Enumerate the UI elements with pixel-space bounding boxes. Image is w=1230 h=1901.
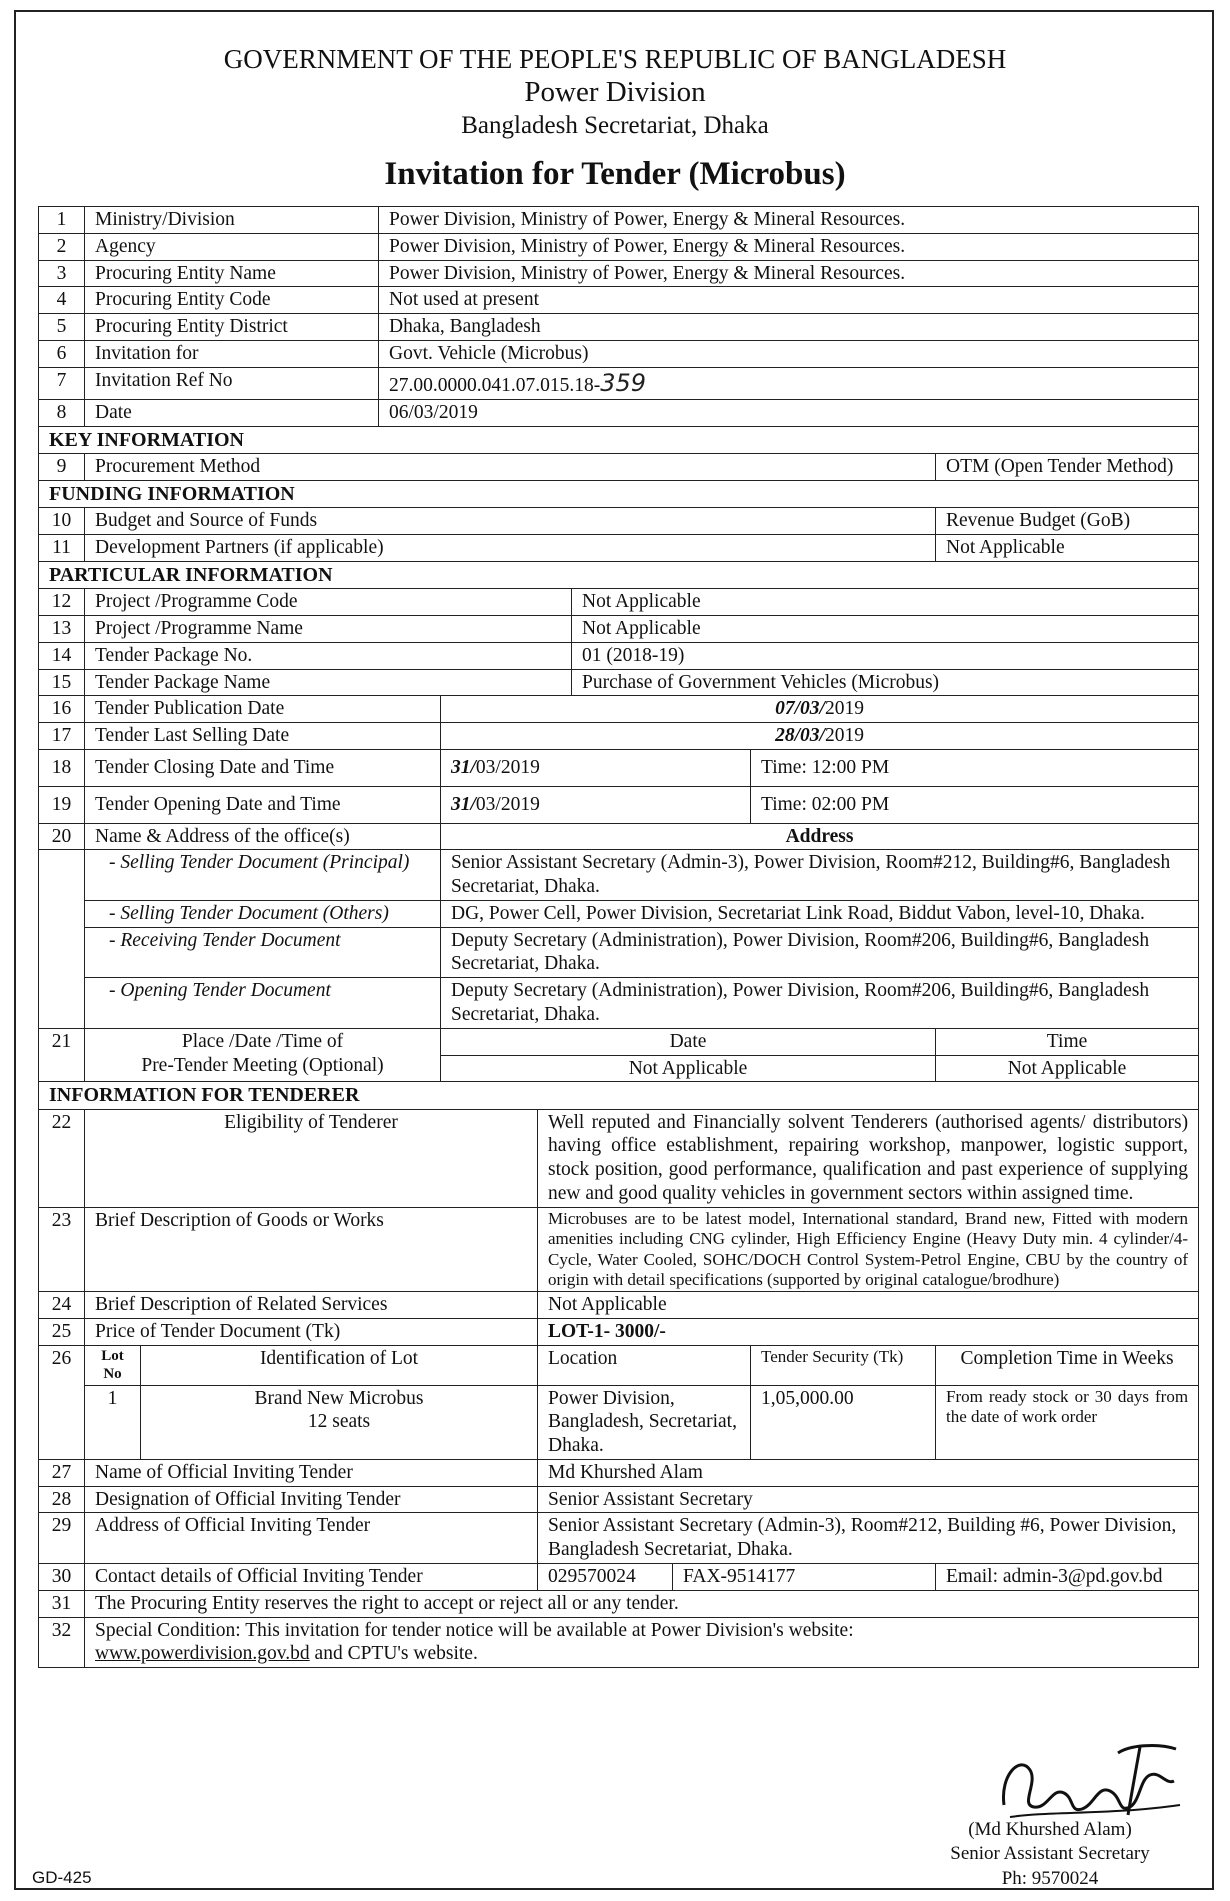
website-link[interactable]: www.powerdivision.gov.bd (95, 1643, 310, 1665)
table-row (39, 1028, 1199, 1055)
lot-security: 1,05,000.00 (751, 1385, 936, 1459)
row-value: Not Applicable (538, 1292, 1199, 1319)
row-number: 2 (39, 233, 85, 260)
row-number: 15 (39, 669, 85, 696)
row-value: Microbuses are to be latest model, International standard, Brand new, Fitted with modern amenities including CNG cylinder, High Efficiency Engine (Heavy Duty min. 4 cylinder/4-Cycle, Water Cooled, SOHC/DOCH Control System-Petrol Engine, CBU by the country of origin with detail specifications (supported by original catalogue/brodhure) (538, 1207, 1199, 1292)
completion-header: Completion Time in Weeks (936, 1345, 1199, 1385)
row-number: 12 (39, 589, 85, 616)
row-number: 30 (39, 1564, 85, 1591)
row-number: 9 (39, 454, 85, 481)
footer-code: GD-425 (32, 1868, 92, 1887)
row-date (441, 749, 751, 786)
row-label: Procuring Entity District (85, 314, 379, 341)
row-label: Name of Official Inviting Tender (85, 1459, 538, 1486)
row-value: OTM (Open Tender Method) (936, 454, 1199, 481)
row-value: LOT-1- 3000/- (538, 1319, 1199, 1346)
office-row (39, 850, 1199, 901)
row-number: 24 (39, 1292, 85, 1319)
row-value: Power Division, Ministry of Power, Energy & Mineral Resources. (379, 260, 1199, 287)
row-number: 28 (39, 1486, 85, 1513)
row-number: 11 (39, 535, 85, 562)
row-value (441, 723, 1199, 750)
row-value: Power Division, Ministry of Power, Energy & Mineral Resources. (379, 207, 1199, 234)
row-label: Tender Package No. (85, 642, 572, 669)
table-row (39, 1590, 1199, 1617)
row-number: 27 (39, 1459, 85, 1486)
date-bold-part: 07/03/ (775, 698, 825, 720)
handwritten-ref-suffix: 359 (600, 368, 647, 397)
row-label: Tender Last Selling Date (85, 723, 441, 750)
signatory-phone: Ph: 9570024 (1001, 1867, 1099, 1889)
office-address: DG, Power Cell, Power Division, Secretariat Link Road, Biddut Vabon, level-10, Dhaka. (441, 900, 1199, 927)
lot-identification-line1: Brand New Microbus (254, 1387, 424, 1409)
ref-number: 27.00.0000.041.07.015.18- (389, 374, 601, 396)
page-title: Invitation for Tender (Microbus) (384, 156, 846, 192)
row-time: Time: 02:00 PM (751, 786, 1199, 823)
lot-location: Power Division, Bangladesh, Secretariat, Dhaka. (538, 1385, 751, 1459)
row-label: Invitation Ref No (85, 367, 379, 399)
row-time: Time: 12:00 PM (751, 749, 1199, 786)
row-value: 06/03/2019 (379, 399, 1199, 426)
signatory-designation: Senior Assistant Secretary (950, 1843, 1150, 1865)
tender-table (38, 206, 1199, 1668)
row-value: The Procuring Entity reserves the right to accept or reject all or any tender. (85, 1590, 1199, 1617)
row-value (441, 696, 1199, 723)
contact-phone: 029570024 (538, 1564, 673, 1591)
date-header: Date (441, 1028, 936, 1055)
office-role: - Opening Tender Document (85, 978, 441, 1029)
row-label: Procurement Method (85, 454, 936, 481)
identification-header: Identification of Lot (141, 1345, 538, 1385)
row-label: Ministry/Division (85, 207, 379, 234)
row-label: Name & Address of the office(s) (85, 823, 441, 850)
row-number: 18 (39, 749, 85, 786)
row-number-blank (39, 850, 85, 1028)
row-number: 20 (39, 823, 85, 850)
row-number: 31 (39, 1590, 85, 1617)
office-address: Senior Assistant Secretary (Admin-3), Power Division, Room#212, Building#6, Bangladesh Secretariat, Dhaka. (441, 850, 1199, 901)
row-number: 6 (39, 340, 85, 367)
row-label: Tender Opening Date and Time (85, 786, 441, 823)
office-role: - Receiving Tender Document (85, 927, 441, 978)
secretariat-heading: Bangladesh Secretariat, Dhaka (461, 112, 769, 139)
government-heading: GOVERNMENT OF THE PEOPLE'S REPUBLIC OF BANGLADESH (223, 44, 1007, 74)
row-value: 01 (2018-19) (572, 642, 1199, 669)
table-row (39, 1564, 1199, 1591)
row-label: Invitation for (85, 340, 379, 367)
row-label: Tender Closing Date and Time (85, 749, 441, 786)
contact-fax: FAX-9514177 (673, 1564, 936, 1591)
row-label: Project /Programme Code (85, 589, 572, 616)
table-row (39, 399, 1199, 426)
time-header: Time (936, 1028, 1199, 1055)
row-number: 3 (39, 260, 85, 287)
date-bold-part: 31/ (451, 756, 476, 778)
section-row (39, 561, 1199, 588)
row-value: Not Applicable (572, 616, 1199, 643)
row-number: 10 (39, 508, 85, 535)
row-number: 17 (39, 723, 85, 750)
row-number: 13 (39, 616, 85, 643)
location-header: Location (538, 1345, 751, 1385)
row-date (441, 786, 751, 823)
date-rest-part: 03/2019 (475, 756, 540, 778)
date-bold-part: 31/ (451, 793, 476, 815)
table-row (39, 696, 1199, 723)
date-year-part: 2019 (824, 725, 864, 747)
time-value: Not Applicable (936, 1055, 1199, 1082)
row-label: Designation of Official Inviting Tender (85, 1486, 538, 1513)
row-value: Not Applicable (572, 589, 1199, 616)
date-year-part: 2019 (824, 698, 864, 720)
date-rest-part: 03/2019 (475, 793, 540, 815)
table-row (39, 367, 1199, 399)
row-label: Tender Publication Date (85, 696, 441, 723)
row-value: Senior Assistant Secretary (538, 1486, 1199, 1513)
row-value: Not used at present (379, 287, 1199, 314)
row-label (85, 1028, 441, 1082)
row-label: Eligibility of Tenderer (85, 1109, 538, 1207)
row-label: Brief Description of Goods or Works (85, 1207, 538, 1292)
row-number: 16 (39, 696, 85, 723)
section-heading: KEY INFORMATION (39, 426, 1199, 453)
section-row (39, 480, 1199, 507)
row-value: Dhaka, Bangladesh (379, 314, 1199, 341)
row-number: 14 (39, 642, 85, 669)
row-value: Purchase of Government Vehicles (Microbus) (572, 669, 1199, 696)
row-label: Contact details of Official Inviting Tender (85, 1564, 538, 1591)
row-number: 8 (39, 399, 85, 426)
signature-block (880, 1818, 1220, 1891)
address-header: Address (441, 823, 1199, 850)
contact-email: Email: admin-3@pd.gov.bd (936, 1564, 1199, 1591)
row-value: Md Khurshed Alam (538, 1459, 1199, 1486)
office-address: Deputy Secretary (Administration), Power Division, Room#206, Building#6, Bangladesh Secretariat, Dhaka. (441, 978, 1199, 1029)
row-number: 7 (39, 367, 85, 399)
row-label: Development Partners (if applicable) (85, 535, 936, 562)
date-bold-part: 28/03/ (775, 725, 825, 747)
table-row (39, 616, 1199, 643)
table-row (39, 1292, 1199, 1319)
office-row (39, 900, 1199, 927)
section-heading: FUNDING INFORMATION (39, 480, 1199, 507)
row-value: Power Division, Ministry of Power, Energy & Mineral Resources. (379, 233, 1199, 260)
table-row (39, 749, 1199, 786)
row-label: Brief Description of Related Services (85, 1292, 538, 1319)
row-number: 26 (39, 1345, 85, 1459)
table-row (39, 340, 1199, 367)
office-role: - Selling Tender Document (Principal) (85, 850, 441, 901)
row-label: Tender Package Name (85, 669, 572, 696)
office-row (39, 978, 1199, 1029)
row-number: 29 (39, 1513, 85, 1564)
row-number: 23 (39, 1207, 85, 1292)
date-value: Not Applicable (441, 1055, 936, 1082)
row-number: 5 (39, 314, 85, 341)
row-value: Revenue Budget (GoB) (936, 508, 1199, 535)
table-row (39, 260, 1199, 287)
row-label: Agency (85, 233, 379, 260)
row-label: Procuring Entity Name (85, 260, 379, 287)
table-row (39, 1319, 1199, 1346)
lot-header-row (39, 1345, 1199, 1385)
section-heading: INFORMATION FOR TENDERER (39, 1082, 1199, 1109)
signature-scribble (990, 1735, 1190, 1827)
row-value: Govt. Vehicle (Microbus) (379, 340, 1199, 367)
pretender-label-line1: Place /Date /Time of (181, 1030, 344, 1052)
office-address: Deputy Secretary (Administration), Power Division, Room#206, Building#6, Bangladesh Secretariat, Dhaka. (441, 927, 1199, 978)
lot-no-header: Lot No (85, 1345, 141, 1385)
table-row (39, 1486, 1199, 1513)
table-row (39, 1617, 1199, 1668)
table-row (39, 1207, 1199, 1292)
section-heading: PARTICULAR INFORMATION (39, 561, 1199, 588)
table-row (39, 642, 1199, 669)
table-row (39, 207, 1199, 234)
signatory-name: (Md Khurshed Alam) (968, 1819, 1132, 1840)
row-number: 1 (39, 207, 85, 234)
row-label: Date (85, 399, 379, 426)
office-role: - Selling Tender Document (Others) (85, 900, 441, 927)
row-value (379, 367, 1199, 399)
table-row (39, 454, 1199, 481)
row-number: 19 (39, 786, 85, 823)
table-row (39, 589, 1199, 616)
table-row (39, 535, 1199, 562)
row-label: Procuring Entity Code (85, 287, 379, 314)
lot-no: 1 (85, 1385, 141, 1459)
row-value (85, 1617, 1199, 1668)
row-number: 4 (39, 287, 85, 314)
row-label: Budget and Source of Funds (85, 508, 936, 535)
row-value: Senior Assistant Secretary (Admin-3), Room#212, Building #6, Power Division, Bangladesh Secretariat, Dhaka. (538, 1513, 1199, 1564)
table-row (39, 508, 1199, 535)
row-number: 21 (39, 1028, 85, 1082)
table-row (39, 723, 1199, 750)
table-row (39, 669, 1199, 696)
table-row (39, 314, 1199, 341)
row-value: Not Applicable (936, 535, 1199, 562)
table-row (39, 287, 1199, 314)
section-row (39, 426, 1199, 453)
row-value: Well reputed and Financially solvent Tenderers (authorised agents/ distributors) having office establishment, repairing workshop, manpower, logistic support, stock position, good performance, qualification and past experience of supplying new and good quality vehicles in government sectors within assigned time. (538, 1109, 1199, 1207)
lot-identification-line2: 12 seats (307, 1411, 371, 1433)
row-label: Price of Tender Document (Tk) (85, 1319, 538, 1346)
table-row (39, 1513, 1199, 1564)
row-label: Project /Programme Name (85, 616, 572, 643)
office-row (39, 927, 1199, 978)
section-row (39, 1082, 1199, 1109)
pretender-label-line2: Pre-Tender Meeting (Optional) (141, 1054, 384, 1076)
row-number: 22 (39, 1109, 85, 1207)
row-number: 25 (39, 1319, 85, 1346)
lot-row (39, 1385, 1199, 1459)
table-row (39, 786, 1199, 823)
special-condition-tail: and CPTU's website. (309, 1643, 478, 1665)
row-number: 32 (39, 1617, 85, 1668)
table-row (39, 1459, 1199, 1486)
table-row (39, 233, 1199, 260)
table-row (39, 823, 1199, 850)
lot-identification (141, 1385, 538, 1459)
lot-completion: From ready stock or 30 days from the date of work order (936, 1385, 1199, 1459)
table-row (39, 1109, 1199, 1207)
row-label: Address of Official Inviting Tender (85, 1513, 538, 1564)
special-condition: Special Condition: This invitation for tender notice will be available at Power Division's website: (95, 1619, 854, 1641)
division-heading: Power Division (524, 76, 706, 108)
security-header: Tender Security (Tk) (751, 1345, 936, 1385)
